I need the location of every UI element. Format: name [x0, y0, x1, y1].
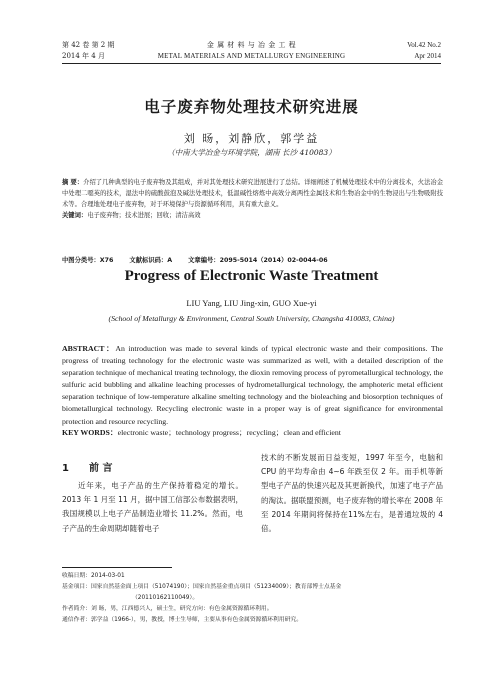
journal-date-en: Apr 2014 — [414, 52, 441, 60]
footnote-received: 收稿日期：2014-03-01 — [62, 573, 125, 579]
keywords-en-text: electronic waste；technology progress；recycling；clean and efficient — [117, 428, 341, 437]
header-rule — [62, 63, 441, 64]
journal-name-en: METAL MATERIALS AND METALLURGY ENGINEERING — [157, 52, 346, 60]
journal-volume-issue: 第 42 卷 第 2 期 — [62, 41, 115, 49]
paper-title-cn: 电子废弃物处理技术研究进展 — [144, 98, 359, 116]
authors-en: LIU Yang, LIU Jing-xin, GUO Xue-yi — [186, 298, 317, 308]
paper-title-en: Progress of Electronic Waste Treatment — [124, 268, 379, 284]
journal-date-cn: 2014 年 4 月 — [62, 52, 105, 60]
abstract-cn-text: 介绍了几种典型的电子废弃物及其组成，并对其处理技术研究进展进行了总结。详细阐述了机械处理技术中的分离技术，火法冶金中处理二噁英的技术，湿法中的硫酸鼓泡及碱法处理技术，低温碱性熔炼中高效分离两性金属技术和生物冶金中的生物浸出与生物吸附技术等。合理地处理电子废弃物，对于环境保护与资源循环利用，具有重大意义。 — [62, 179, 443, 208]
abstract-en-label: ABSTRACT： — [62, 344, 116, 353]
journal-vol-no-en: Vol.42 No.2 — [407, 41, 441, 49]
keywords-en — [62, 427, 443, 438]
authors-cn: 刘 旸，刘静欣，郭学益 — [183, 132, 320, 145]
abstract-cn — [62, 177, 443, 221]
keywords-cn-text: 电子废弃物；技术进展；回收；清洁高效 — [87, 212, 201, 219]
affiliation-cn: （中南大学冶金与环境学院，湖南 长沙 410083） — [167, 148, 336, 157]
keywords-cn-label: 关键词： — [62, 212, 88, 219]
article-id-value: 2095-5014（2014）02-0044-06 — [219, 257, 328, 264]
journal-name-cn: 金 属 材 料 与 冶 金 工 程 — [206, 41, 297, 49]
clc-value: X76 — [99, 257, 114, 264]
affiliation-en: (School of Metallurgy & Environment, Central South University, Changsha 410083, China) — [108, 314, 395, 323]
footnote-author: 作者简介：刘 旸，男，江西德兴人，硕士生，研究方向：有色金属资源循环利用。 — [62, 606, 273, 612]
footnote-funding-cont: （20110162110049）。 — [132, 595, 199, 601]
section-heading — [62, 459, 132, 474]
footnotes — [62, 571, 443, 626]
keywords-en-label: KEY WORDS： — [62, 428, 118, 437]
section-title: 前 言 — [88, 463, 113, 474]
article-id-label: 文章编号： — [188, 257, 220, 264]
section-number: 1 — [62, 463, 69, 474]
doc-code-label: 文献标识码： — [129, 257, 168, 264]
footnote-funding: 基金项目：国家自然基金面上项目（51074190）；国家自然基金重点项目（51234009）；教育部博士点基金 — [62, 584, 342, 590]
classification-line — [62, 255, 443, 264]
abstract-en-text: An introduction was made to several kinds of typical electronic waste and their compositions. The progress of treating technology for the electronic waste was summarized as well, with a detailed description of the separation technique of mechanical treating technology, the dioxin removing process of pyrometallurgical technology, the sulfuric acid bubbling and alkaline leaching processes of hydrometallurgical technology, the amphoteric metal efficient separation technique of low-temperature alkaline smelting technology and the bioleaching and biosorption techniques of biometallurgical technology. Recycling electronic waste in a proper way is of great significance for environmental protection and resource recycling. — [62, 344, 443, 426]
abstract-cn-label: 摘 要： — [62, 179, 84, 186]
body-column-right: 技术的不断发展而日益变短，1997 年至今，电脑和 CPU 的平均寿命由 4~6 年跌至仅 2 年。而手机等新型电子产品的快速兴起及其更新换代，加速了电子产品的淘汰。据联盟预测，电子废弃物的增长率在 2008 年至 2014 年期间将保持在11%左右，是普通垃圾的 4 倍。 — [261, 453, 443, 534]
clc-label: 中图分类号： — [62, 257, 100, 264]
abstract-en — [62, 343, 443, 428]
footnote-rule — [62, 567, 172, 568]
body-column-left: 近年来，电子产品的生产保持着稳定的增长。2013 年 1 月至 11 月，据中国工信部公布数据表明，我国规模以上电子产品制造业增长 11.2%。然而，电子产品的生命周期却随着电子 — [62, 481, 243, 533]
footnote-corresponding: 通信作者：郭学益（1966-），男，教授，博士生导师，主要从事有色金属资源循环利用研究。 — [62, 617, 303, 623]
doc-code-value: A — [167, 257, 173, 264]
